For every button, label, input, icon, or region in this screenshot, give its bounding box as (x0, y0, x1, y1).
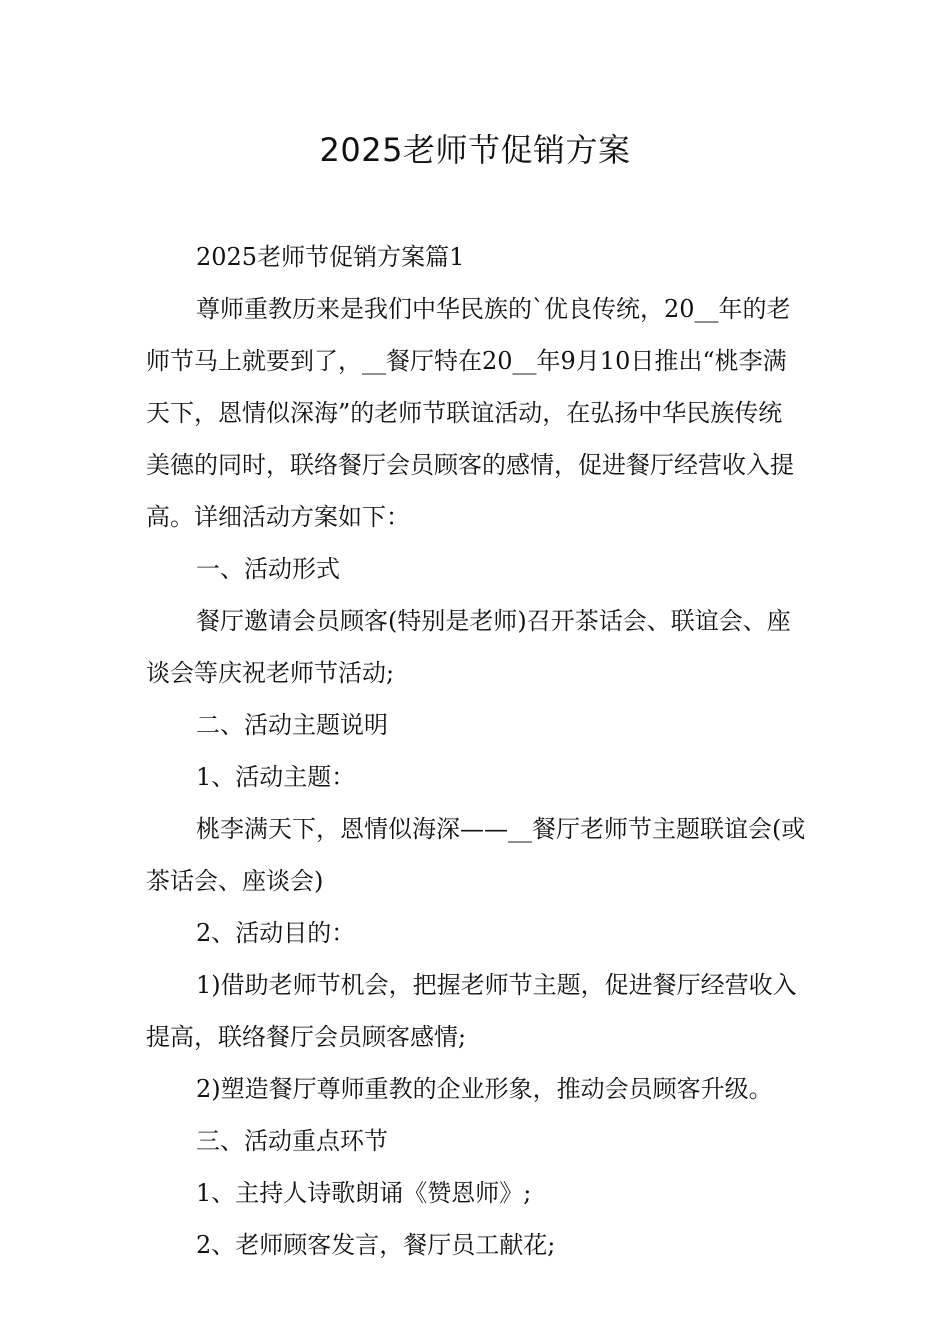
list-item: 2)塑造餐厅尊师重教的企业形象，推动会员顾客升级。 (196, 1075, 773, 1103)
section-heading: 二、活动主题说明 (196, 711, 388, 739)
section-heading: 2025老师节促销方案篇1 (196, 243, 465, 271)
subsection-heading: 1、活动主题： (196, 763, 356, 791)
section-heading: 三、活动重点环节 (196, 1127, 388, 1155)
body-paragraph: 桃李满天下，恩情似海深——__餐厅老师节主题联谊会(或茶话会、座谈会) (146, 815, 806, 895)
document-body (146, 231, 806, 1271)
list-item: 1)借助老师节机会，把握老师节主题，促进餐厅经营收入提高，联络餐厅会员顾客感情; (146, 971, 797, 1051)
subsection-heading: 2、活动目的： (196, 919, 356, 947)
section-heading: 一、活动形式 (196, 555, 340, 583)
list-item: 1、主持人诗歌朗诵《赞恩师》; (196, 1179, 532, 1207)
intro-paragraph: 尊师重教历来是我们中华民族的`优良传统，20__年的老师节马上就要到了，__餐厅特在20__年9月10日推出“桃李满天下，恩情似深海”的老师节联谊活动，在弘扬中华民族传统美德的同时，联络餐厅会员顾客的感情，促进餐厅经营收入提高。详细活动方案如下： (146, 295, 794, 531)
list-item: 2、老师顾客发言，餐厅员工献花; (196, 1231, 556, 1259)
document-title: 2025老师节促销方案 (319, 131, 631, 169)
body-paragraph: 餐厅邀请会员顾客(特别是老师)召开茶话会、联谊会、座谈会等庆祝老师节活动; (146, 607, 791, 687)
